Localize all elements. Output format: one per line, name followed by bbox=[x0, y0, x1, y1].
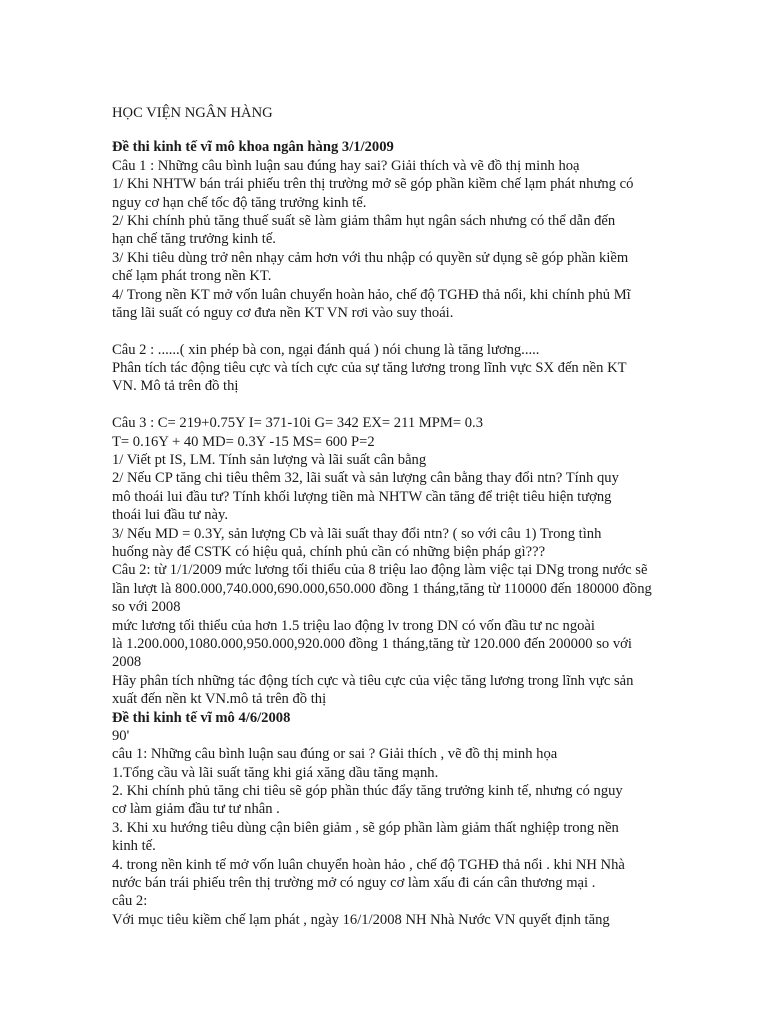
text-line: T= 0.16Y + 40 MD= 0.3Y -15 MS= 600 P=2 bbox=[112, 433, 375, 450]
text-line: nguy cơ hạn chế tốc độ tăng trưởng kinh tế. bbox=[112, 194, 367, 211]
text-line: là 1.200.000,1080.000,950.000,920.000 đồng 1 tháng,tăng từ 120.000 đến 200000 so với bbox=[112, 635, 632, 652]
text-line: mức lương tối thiểu của hơn 1.5 triệu lao động lv trong DN có vốn đầu tư nc ngoài bbox=[112, 617, 595, 634]
text-line: 90' bbox=[112, 727, 130, 744]
text-line: mô thoái lui đầu tư? Tính khối lượng tiền mà NHTW cần tăng để triệt tiêu hiện tượng bbox=[112, 488, 612, 505]
text-line: cơ làm giảm đầu tư tư nhân . bbox=[112, 801, 280, 818]
text-line: 3. Khi xu hướng tiêu dùng cận biên giảm , sẽ góp phần làm giảm thất nghiệp trong nền bbox=[112, 819, 619, 836]
text-line: Câu 1 : Những câu bình luận sau đúng hay sai? Giải thích và vẽ đồ thị minh hoạ bbox=[112, 157, 580, 174]
section-title: Đề thi kinh tế vĩ mô 4/6/2008 bbox=[112, 709, 291, 726]
text-line: chế lạm phát trong nền KT. bbox=[112, 268, 272, 285]
text-line: Câu 2 : ......( xin phép bà con, ngại đánh quá ) nói chung là tăng lương..... bbox=[112, 341, 540, 358]
text-line: 1/ Viết pt IS, LM. Tính sản lượng và lãi suất cân bằng bbox=[112, 452, 427, 469]
text-line: 2008 bbox=[112, 654, 142, 671]
text-line: 4. trong nền kinh tế mở vốn luân chuyển hoàn hảo , chế độ TGHĐ thả nổi . khi NH Nhà bbox=[112, 856, 625, 873]
text-line: 2. Khi chính phủ tăng chi tiêu sẽ góp phần thúc đẩy tăng trưởng kinh tế, nhưng có nguy bbox=[112, 783, 623, 800]
text-line: tăng lãi suất có nguy cơ đưa nền KT VN rơi vào suy thoái. bbox=[112, 304, 454, 321]
text-line: 3/ Nếu MD = 0.3Y, sản lượng Cb và lãi suất thay đổi ntn? ( so với câu 1) Trong tình bbox=[112, 525, 602, 542]
text-line: Câu 3 : C= 219+0.75Y I= 371-10i G= 342 EX= 211 MPM= 0.3 bbox=[112, 415, 483, 432]
text-line: kinh tế. bbox=[112, 838, 156, 855]
text-line: VN. Mô tả trên đồ thị bbox=[112, 378, 239, 395]
text-line: huống này để CSTK có hiệu quả, chính phủ cần có những biện pháp gì??? bbox=[112, 543, 546, 560]
text-line: câu 1: Những câu bình luận sau đúng or sai ? Giải thích , vẽ đồ thị minh họa bbox=[112, 746, 558, 763]
blank-line bbox=[112, 396, 660, 414]
text-line: hạn chế tăng trưởng kinh tế. bbox=[112, 231, 276, 248]
text-line: 1/ Khi NHTW bán trái phiếu trên thị trường mở sẽ góp phần kiềm chế lạm phát nhưng có bbox=[112, 176, 634, 193]
text-line: 2/ Khi chính phủ tăng thuế suất sẽ làm giảm thâm hụt ngân sách nhưng có thể dẫn đến bbox=[112, 212, 616, 229]
text-line: nước bán trái phiếu trên thị trường mở có nguy cơ làm xấu đi cán cân thương mại . bbox=[112, 875, 596, 892]
section-title: Đề thi kinh tế vĩ mô khoa ngân hàng 3/1/2009 bbox=[112, 139, 394, 156]
text-line: 1.Tổng cầu và lãi suất tăng khi giá xăng dầu tăng mạnh. bbox=[112, 764, 439, 781]
blank-line bbox=[112, 322, 660, 340]
text-line: 3/ Khi tiêu dùng trở nên nhạy cảm hơn với thu nhập có quyền sử dụng sẽ góp phần kiềm bbox=[112, 249, 629, 266]
text-line: thoái lui đầu tư này. bbox=[112, 507, 228, 524]
text-line: câu 2: bbox=[112, 893, 148, 910]
text-line: 2/ Nếu CP tăng chi tiêu thêm 32, lãi suất và sản lượng cân bằng thay đổi ntn? Tính quy bbox=[112, 470, 619, 487]
text-line: Câu 2: từ 1/1/2009 mức lương tối thiểu của 8 triệu lao động làm việc tại DNg trong nước sẽ bbox=[112, 562, 648, 579]
text-line: Hãy phân tích những tác động tích cực và tiêu cực của việc tăng lương trong lĩnh vực sản bbox=[112, 672, 634, 689]
document-page bbox=[112, 104, 660, 929]
text-line: 4/ Trong nền KT mở vốn luân chuyển hoàn hảo, chế độ TGHĐ thả nổi, khi chính phủ Mĩ bbox=[112, 286, 631, 303]
text-line: lần lượt là 800.000,740.000,690.000,650.000 đồng 1 tháng,tăng từ 110000 đến 180000 đồng bbox=[112, 580, 652, 597]
document-header: HỌC VIỆN NGÂN HÀNG bbox=[112, 105, 273, 121]
text-line: Với mục tiêu kiềm chế lạm phát , ngày 16/1/2008 NH Nhà Nước VN quyết định tăng bbox=[112, 911, 610, 928]
text-line: xuất đến nền kt VN.mô tả trên đồ thị bbox=[112, 691, 327, 708]
text-line: Phân tích tác động tiêu cực và tích cực của sự tăng lương trong lĩnh vực SX đến nền KT bbox=[112, 360, 627, 377]
text-line: so với 2008 bbox=[112, 599, 181, 616]
document-body bbox=[112, 138, 660, 929]
